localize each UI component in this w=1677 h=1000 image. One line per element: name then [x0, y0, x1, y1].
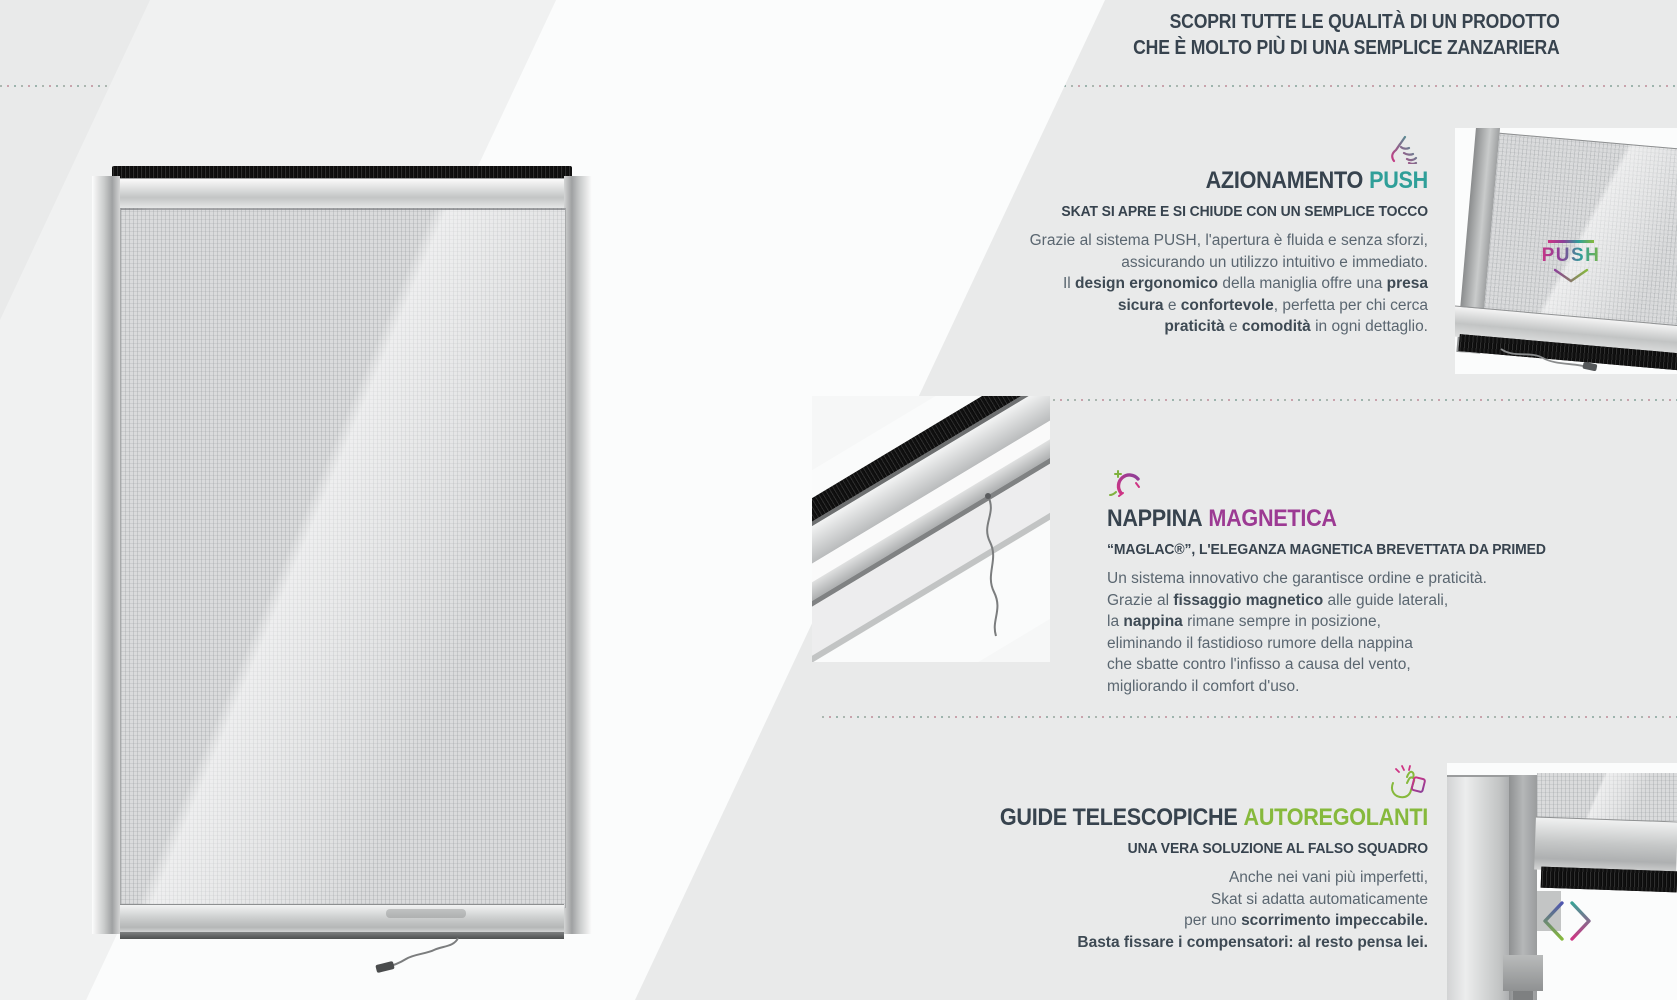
- section-heading: [1107, 505, 1647, 533]
- section-nappina-magnetica: [1107, 462, 1677, 697]
- heading-main: GUIDE TELESCOPICHE: [999, 804, 1238, 831]
- heading-main: AZIONAMENTO: [1205, 167, 1364, 194]
- push-logo-chevron-icon: [1553, 268, 1589, 284]
- photo2-cord: [958, 492, 1028, 662]
- push-logo-bar: [1548, 240, 1594, 243]
- section-heading: [888, 804, 1428, 832]
- section-heading: [888, 167, 1428, 195]
- detail-photo-push-corner: [1455, 128, 1677, 374]
- push-logo-text: PUSH: [1539, 245, 1603, 267]
- page-title: [1134, 9, 1560, 61]
- heading-accent: PUSH: [1369, 167, 1428, 194]
- product-left-rail: [92, 176, 120, 934]
- page-title-line1: SCOPRI TUTTE LE QUALITÀ DI UN PRODOTTO: [1170, 11, 1560, 33]
- photo3-bottom-bar: [1534, 817, 1677, 875]
- product-right-rail: [564, 176, 592, 934]
- section-paragraph: Anche nei vani più imperfetti, Skat si adatta automaticamente per uno scorrimento impeccabile. Basta fissare i compensatori: al resto pensa lei.: [1077, 869, 1428, 951]
- section-subheading: SKAT SI APRE E SI CHIUDE CON UN SEMPLICE TOCCO: [1061, 204, 1428, 220]
- adjust-diamond-icon: [1539, 899, 1595, 943]
- section-guide-telescopiche: [828, 763, 1428, 953]
- heading-main: NAPPINA: [1107, 505, 1203, 532]
- photo1-cord: [1491, 346, 1621, 372]
- photo3-compensator-foot: [1503, 955, 1543, 991]
- section-azionamento-push: [828, 130, 1428, 338]
- product-image-skat-screen: [86, 152, 598, 952]
- photo3-brush: [1541, 867, 1677, 893]
- photo3-mesh: [1537, 773, 1677, 821]
- product-cord: [330, 936, 510, 976]
- product-handle: [386, 909, 466, 918]
- product-mesh: [120, 208, 566, 908]
- snap-fingers-icon: [1386, 763, 1428, 801]
- photo1-mesh: [1484, 133, 1677, 331]
- detail-photo-telescopic-guide: [1447, 763, 1677, 1000]
- heading-accent: AUTOREGOLANTI: [1243, 804, 1428, 831]
- section-paragraph: Un sistema innovativo che garantisce ordine e praticità. Grazie al fissaggio magnetico alle guide laterali, la nappina rimane sempre in posizione, eliminando il fastidioso rumore della nappina che sbatte contro l'infisso a causa del vento, migliorando il comfort d'uso.: [1107, 570, 1487, 695]
- product-bottom-bar: [120, 904, 564, 933]
- dotted-separator-bottom: [822, 716, 1677, 718]
- photo3-guide-column: [1447, 775, 1509, 1000]
- push-hand-icon: [1386, 130, 1428, 164]
- detail-photo-magnet-corner: [812, 396, 1050, 662]
- push-logo: [1539, 240, 1603, 284]
- page-title-line2: CHE È MOLTO PIÙ DI UNA SEMPLICE ZANZARIERA: [1133, 37, 1560, 59]
- magnet-icon: [1107, 462, 1147, 502]
- product-top-cassette: [110, 178, 574, 209]
- section-paragraph: Grazie al sistema PUSH, l'apertura è fluida e senza sforzi, assicurando un utilizzo intuitivo e immediato. Il design ergonomico della maniglia offre una presa sicura e confortevole, perfetta per chi cerca praticità e comodità in ogni dettaglio.: [1029, 232, 1428, 335]
- section-subheading: UNA VERA SOLUZIONE AL FALSO SQUADRO: [1127, 841, 1428, 857]
- heading-accent: MAGNETICA: [1208, 505, 1337, 532]
- section-subheading: “MAGLAC®”, L'ELEGANZA MAGNETICA BREVETTATA DA PRIMED: [1107, 542, 1546, 558]
